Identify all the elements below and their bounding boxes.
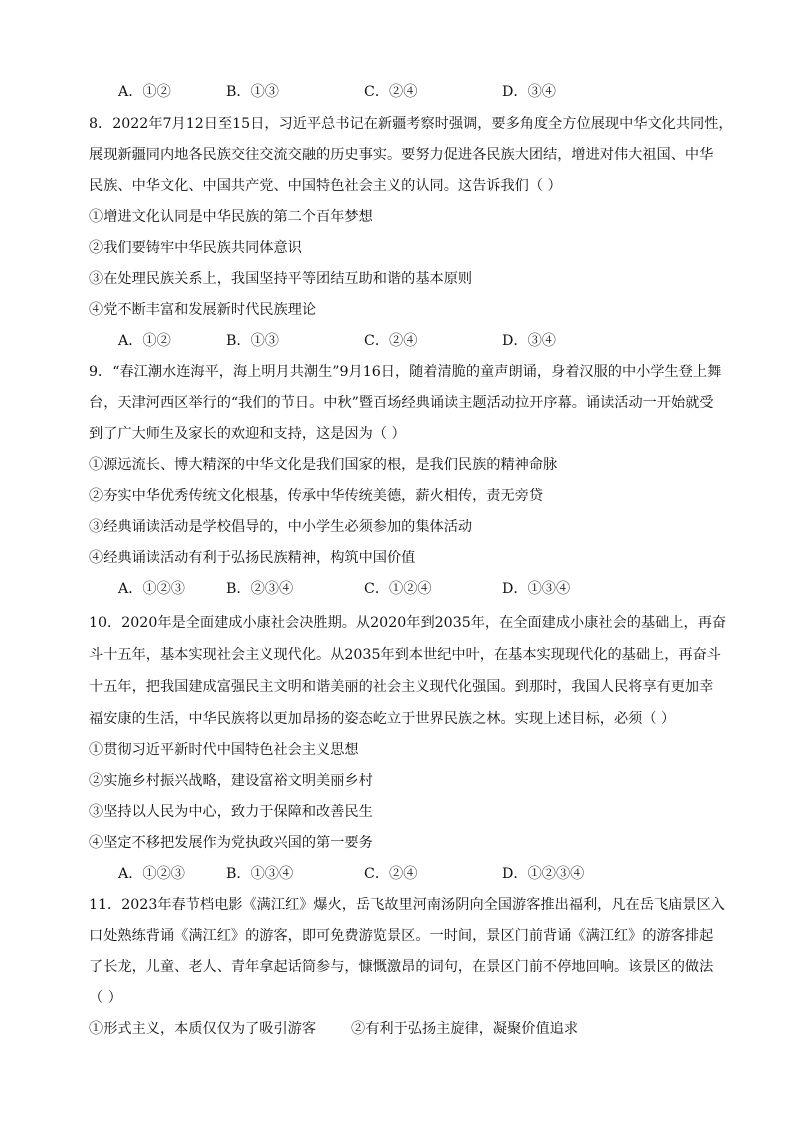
q11-stem-line-2: 口处熟练背诵《满江红》的游客，即可免费游览景区。一时间，景区门前背诵《满江红》的游客排起 [89,928,714,944]
q11-stem-line-4: （ ） [89,990,122,1006]
q8-option-d[interactable]: D．③④ [502,333,556,349]
q9-statement-2: ②夯实中华优秀传统文化根基，传承中华传统美德，薪火相传，责无旁贷 [89,488,544,504]
q11-stem-line-3: 了长龙，儿童、老人、青年拿起话筒参与，慷慨激昂的词句，在景区门前不停地回响。该景区的做法 [89,959,714,975]
q8-statement-1: ①增进文化认同是中华民族的第二个百年梦想 [89,209,373,225]
q7-option-a[interactable]: A．①② [118,84,171,100]
q10-statement-1: ①贯彻习近平新时代中国特色社会主义思想 [89,742,359,758]
q9-statement-3: ③经典诵读活动是学校倡导的，中小学生必须参加的集体活动 [89,519,473,535]
q10-option-a[interactable]: A．①②③ [118,866,185,882]
q9-options [118,579,678,599]
q10-options [118,864,678,884]
q10-option-d[interactable]: D．①②③④ [502,866,585,882]
q8-statement-3: ③在处理民族关系上，我国坚持平等团结互助和谐的基本原则 [89,271,473,287]
q8-stem-line-3: 民族、中华文化、中国共产党、中国特色社会主义的认同。这告诉我们（ ） [89,178,562,194]
q9-statement-1: ①源远流长、博大精深的中华文化是我们国家的根，是我们民族的精神命脉 [89,457,558,473]
q9-stem-line-1: 9．“春江潮水连海平，海上明月共潮生”9月16日，随着清脆的童声朗诵，身着汉服的中小学生登上舞 [89,364,722,380]
q10-stem-line-1: 10．2020年是全面建成小康社会决胜期。从2020年到2035年，在全面建成小康社会的基础上，再奋 [89,615,727,631]
q9-statement-4: ④经典诵读活动有利于弘扬民族精神，构筑中国价值 [89,550,416,566]
q8-statement-2: ②我们要铸牢中华民族共同体意识 [89,240,302,256]
q8-options [118,331,678,351]
q9-option-d[interactable]: D．①③④ [502,581,571,597]
q11-statement-2: ②有利于弘扬主旋律，凝聚价值追求 [351,1021,579,1037]
q8-stem-line-2: 展现新疆同内地各民族交往交流交融的历史事实。要努力促进各民族大团结，增进对伟大祖国、中华 [89,147,714,163]
q9-option-a[interactable]: A．①②③ [118,581,185,597]
q11-statement-1: ①形式主义，本质仅仅为了吸引游客 [89,1021,317,1037]
q7-option-d[interactable]: D．③④ [502,84,556,100]
q11-statements-row-1 [89,1019,719,1039]
q10-option-b[interactable]: B．①③④ [226,866,294,882]
q9-option-c[interactable]: C．①②④ [364,581,432,597]
q8-option-a[interactable]: A．①② [118,333,171,349]
q10-stem-line-4: 福安康的生活，中华民族将以更加昂扬的姿态屹立于世界民族之林。实现上述目标，必须（ ） [89,711,676,727]
q8-option-c[interactable]: C．②④ [364,333,418,349]
q10-option-c[interactable]: C．②④ [364,866,418,882]
q8-statement-4: ④党不断丰富和发展新时代民族理论 [89,302,317,318]
q10-stem-line-3: 十五年，把我国建成富强民主文明和谐美丽的社会主义现代化强国。到那时，我国人民将享有更加幸 [89,679,714,695]
q9-stem-line-3: 到了广大师生及家长的欢迎和支持，这是因为（ ） [89,426,406,442]
q10-statement-2: ②实施乡村振兴战略，建设富裕文明美丽乡村 [89,773,373,789]
q9-stem-line-2: 台，天津河西区举行的“我们的节日。中秋”暨百场经典诵读主题活动拉开序幕。诵读活动一开始就受 [89,395,714,411]
q7-options [118,82,678,102]
q10-statement-4: ④坚定不移把发展作为党执政兴国的第一要务 [89,835,373,851]
q7-option-b[interactable]: B．①③ [226,84,279,100]
q7-option-c[interactable]: C．②④ [364,84,418,100]
q8-stem-line-1: 8．2022年7月12日至15日，习近平总书记在新疆考察时强调，要多角度全方位展现中华文化共同性， [89,116,733,132]
q11-stem-line-1: 11．2023年春节档电影《满江红》爆火，岳飞故里河南汤阴向全国游客推出福利，凡在岳飞庙景区入 [89,897,725,913]
q8-option-b[interactable]: B．①③ [226,333,279,349]
q10-stem-line-2: 斗十五年，基本实现社会主义现代化。从2035年到本世纪中叶，在基本实现现代化的基础上，再奋斗 [89,647,721,663]
q9-option-b[interactable]: B．②③④ [226,581,294,597]
q10-statement-3: ③坚持以人民为中心，致力于保障和改善民生 [89,804,373,820]
